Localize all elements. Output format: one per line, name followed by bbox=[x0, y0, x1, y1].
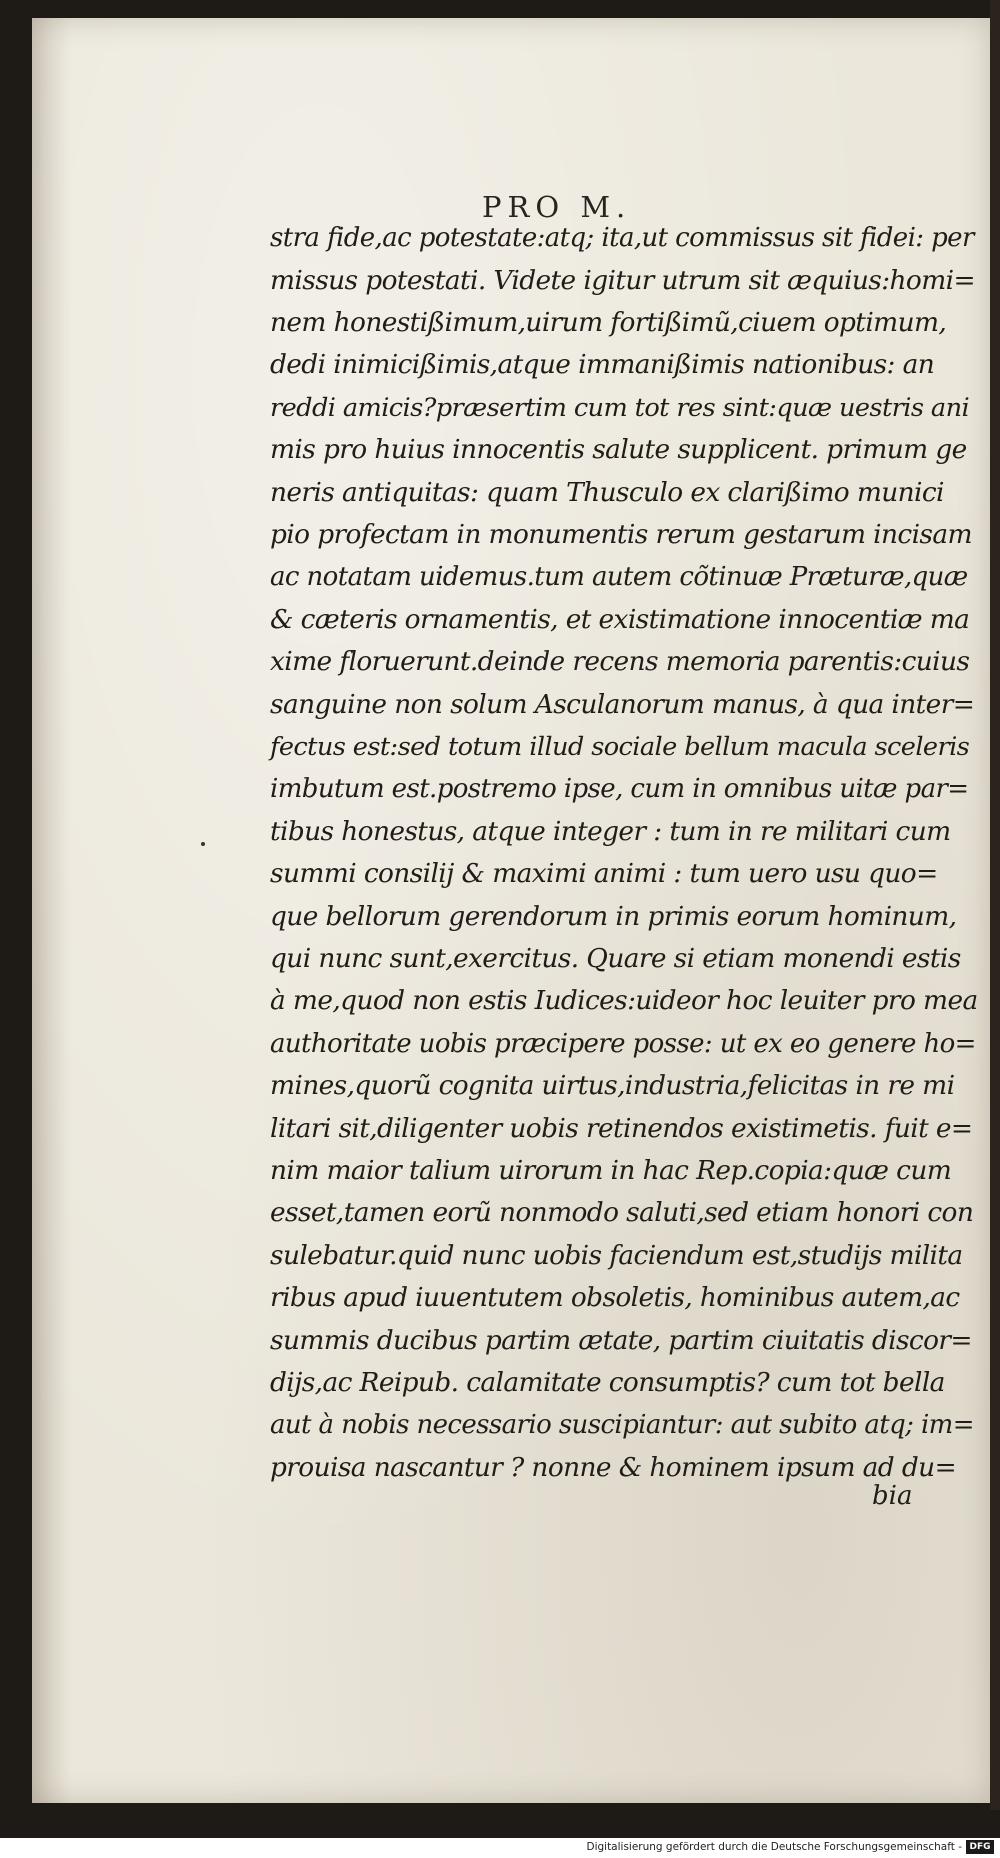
text-line: mis pro huius innocentis salute supplicent. primum ge bbox=[270, 434, 967, 465]
text-line: qui nunc sunt,exercitus. Quare si etiam monendi estis bbox=[270, 943, 961, 974]
text-line: aut à nobis necessario suscipiantur: aut subito atq; im= bbox=[270, 1410, 974, 1440]
funding-credit: Digitalisierung gefördert durch die Deutsche Forschungsgemeinschaft - bbox=[586, 1841, 962, 1853]
text-line: & cæteris ornamentis, et existimatione innocentiæ ma bbox=[270, 604, 970, 635]
text-line: prouisa nascantur ? nonne & hominem ipsum ad du= bbox=[270, 1452, 957, 1483]
text-line: nim maior talium uirorum in hac Rep.copia:quæ cum bbox=[270, 1155, 952, 1186]
text-line: neris antiquitas: quam Thusculo ex clarißimo munici bbox=[270, 477, 944, 508]
text-line: ac notatam uidemus.tum autem cõtinuæ Præturæ,quæ bbox=[270, 562, 968, 592]
text-line: sulebatur.quid nunc uobis faciendum est,studijs milita bbox=[270, 1240, 963, 1271]
text-line: esset,tamen eorũ nonmodo saluti,sed etiam honori con bbox=[270, 1197, 974, 1228]
text-line: dijs,ac Reipub. calamitate consumptis? cum tot bella bbox=[270, 1367, 945, 1398]
text-line: reddi amicis?præsertim cum tot res sint:quæ uestris ani bbox=[270, 393, 970, 423]
text-line: mines,quorũ cognita uirtus,industria,felicitas in re mi bbox=[270, 1070, 955, 1101]
text-line: summis ducibus partim ætate, partim ciuitatis discor= bbox=[270, 1325, 972, 1356]
text-line: stra fide,ac potestate:atq; ita,ut commissus sit fidei: per bbox=[270, 223, 974, 253]
text-line: que bellorum gerendorum in primis eorum hominum, bbox=[270, 901, 957, 932]
running-header: PRO M. bbox=[482, 190, 632, 224]
text-line: fectus est:sed totum illud sociale bellum macula sceleris bbox=[270, 732, 970, 762]
text-line: missus potestati. Videte igitur utrum sit æquius:homi= bbox=[270, 265, 975, 296]
text-line: nem honestißimum,uirum fortißimũ,ciuem optimum, bbox=[270, 307, 947, 338]
page-edge bbox=[990, 0, 1000, 1810]
text-line: litari sit,diligenter uobis retinendos existimetis. fuit e= bbox=[270, 1113, 973, 1144]
catchword: bia bbox=[872, 1481, 913, 1511]
text-line: à me,quod non estis Iudices:uideor hoc leuiter pro mea bbox=[270, 985, 978, 1016]
text-line: ribus apud iuuentutem obsoletis, hominibus autem,ac bbox=[270, 1282, 960, 1313]
text-line: tibus honestus, atque integer : tum in re militari cum bbox=[270, 816, 951, 847]
dfg-logo: DFG bbox=[966, 1840, 994, 1854]
text-line: dedi inimicißimis,atque immanißimis nationibus: an bbox=[270, 349, 935, 380]
ink-speck bbox=[201, 842, 205, 846]
text-line: xime floruerunt.deinde recens memoria parentis:cuius bbox=[270, 646, 970, 677]
text-line: imbutum est.postremo ipse, cum in omnibus uitæ par= bbox=[270, 774, 969, 804]
text-line: pio profectam in monumentis rerum gestarum incisam bbox=[270, 519, 972, 550]
text-line: summi consilij & maximi animi : tum uero usu quo= bbox=[270, 858, 938, 889]
text-line: sanguine non solum Asculanorum manus, à qua inter= bbox=[270, 689, 975, 720]
text-line: authoritate uobis præcipere posse: ut ex eo genere ho= bbox=[270, 1029, 976, 1059]
